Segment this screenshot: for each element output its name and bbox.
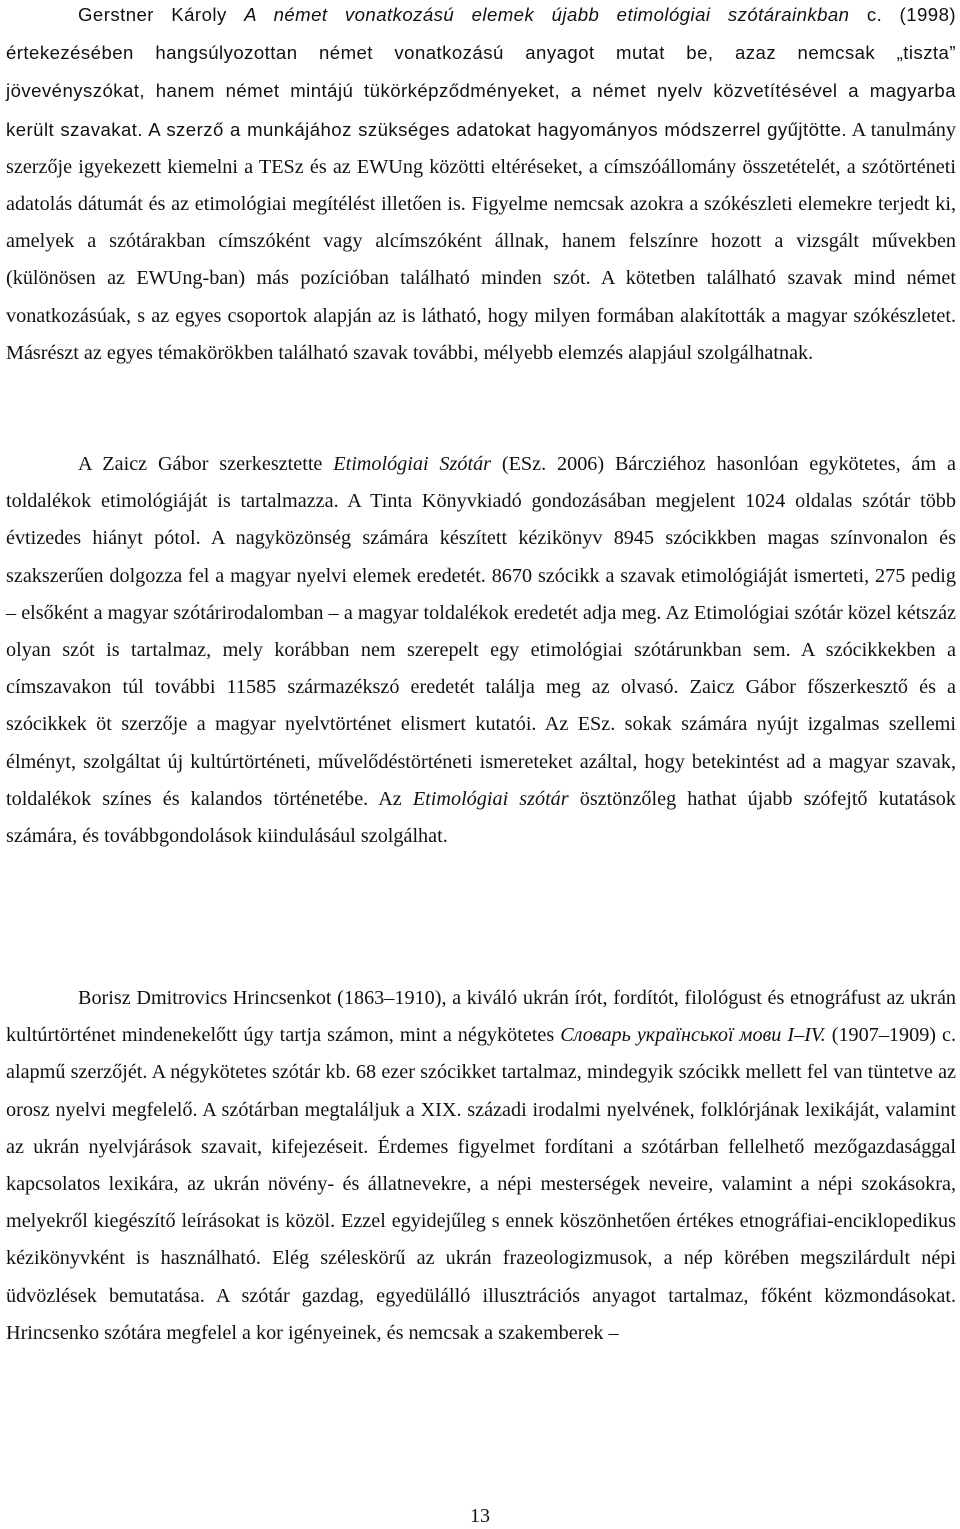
zaicz-work-title: Etimológiai Szótár [333,453,492,475]
gerstner-work-title: A német vonatkozású elemek újabb etimológiai szótárainkban [244,4,850,25]
paragraph-gerstner-intro [6,4,956,140]
hrincsenko-text-2: (1907–1909) c. alapmű szerzőjét. A négykötetes szótár kb. 68 ezer szócikket tartalmaz, mindegyik szócikk mellett fel van tüntetve az orosz nyelvi megfelelő. A szótárban megtaláljuk a XIX. századi irodalmi nyelvének, folklórjának lexikáját, valamint az ukrán nyelvjárások szavait, kifejezéseit. Érdemes figyelmet fordítani a szótárban fellelhető mezőgazdasággal kapcsolatos lexikára, az ukrán növény- és állatnevekre, a népi mesterségek neveire, valamint a népi szokásokra, melyekről kiegészítő leírásokat is közöl. Ezzel egyidejűleg s ennek köszönhetően értékes etnográfiai-enciklopedikus kézikönyvként is használható. Elég széleskörű az ukrán frazeologizmusok, a nép körében megszilárdult népi üdvözlések bemutatása. A szótár gazdag, egyedülálló illusztrációs anyagot tartalmaz, főként közmondásokat. Hrincsenko szótára megfelel a kor igényeinek, és nemcsak a szakemberek – [6,1024,957,1344]
paragraph-hrincsenko [6,980,956,1352]
hrincsenko-work-title: Словарь української мови I–IV. [560,1024,826,1047]
zaicz-text-2: (ESz. 2006) Bárcziéhoz hasonlóan egykötetes, ám a toldalékok etimológiáját is tartalmazza. A Tinta Könyvkiadó gondozásában megjelent 1024 oldalas szótár több évtizedes hiányt pótol. A nagyközönség számára készített kézikönyv 8945 szócikkben magas színvonalon és szakszerűen dolgozza fel a magyar nyelvi elemek eredetét. 8670 szócikk a szavak etimológiáját ismerteti, 275 pedig – elsőként a magyar szótárirodalomban – a magyar toldalékok eredetét adja meg. Az Etimológiai szótár közel kétszáz olyan szót is tartalmaz, mely korábban nem szerepelt egy etimológiai szótárunkban sem. A szócikkekben a címszavakon túl további 11585 származékszó eredetét találja meg az olvasó. Zaicz Gábor főszerkesztő és a szócikkek öt szerzője a magyar nyelvtörténet elismert kutatói. Az ESz. sokak számára nyújt izgalmas szellemi élményt, szolgáltat új kultúrtörténeti, művelődéstörténeti ismereteket azáltal, hogy betekintést ad a magyar szavak, toldalékok színes és kalandos történetébe. Az [6,453,956,810]
gerstner-body-text: A tanulmány szerzője igyekezett kiemelni a TESz és az EWUng közötti eltéréseket, a címszóállomány összetételét, a szótörténeti adatolás dátumát és az etimológiai megítélést illetően is. Figyelme nemcsak azokra a szókészleti elemekre terjedt ki, amelyek a szótárakban címszóként vagy alcímszóként állnak, hanem felszínre hozott a vizsgált művekben (különösen az EWUng-ban) más pozícióban található minden szót. A kötetben található szavak mind német vonatkozásúak, s az egyes csoportok alapján az is látható, hogy milyen formában alakították a magyar szókészletet. Másrészt az egyes témakörökben található szavak további, mélyebb elemzés alapjául szolgálhatnak. [6,118,956,364]
page-number: 13 [470,1505,490,1527]
hrincsenko-text-1: Borisz Dmitrovics Hrincsenkot (1863–1910), a kiváló ukrán írót, fordítót, filológust és etnográfust az ukrán kultúrtörténet mindenekelőtt úgy tartja számon, mint a négykötetes [6,987,956,1047]
paragraph-zaicz [6,446,956,855]
zaicz-work-title-2: Etimológiai szótár [412,787,569,810]
zaicz-text-1: A Zaicz Gábor szerkesztette [78,453,334,475]
gerstner-intro-text: c. (1998) értekezésében hangsúlyozottan német vonatkozású anyagot mutat be, azaz nemcsak „tiszta” jövevényszókat, hanem német mintájú tükörképződményeket, a német nyelv közvetítésével a magyarba került szavakat. A szerző a munkájához szükséges adatokat hagyományos módszerrel gyűjtötte. [6,4,957,140]
gerstner-author: Gerstner Károly [78,4,245,25]
zaicz-text-3: ösztönzőleg hathat újabb szófejtő kutatások számára, és továbbgondolások kiindulásául szolgálhat. [6,787,956,848]
paragraph-gerstner [6,0,956,372]
